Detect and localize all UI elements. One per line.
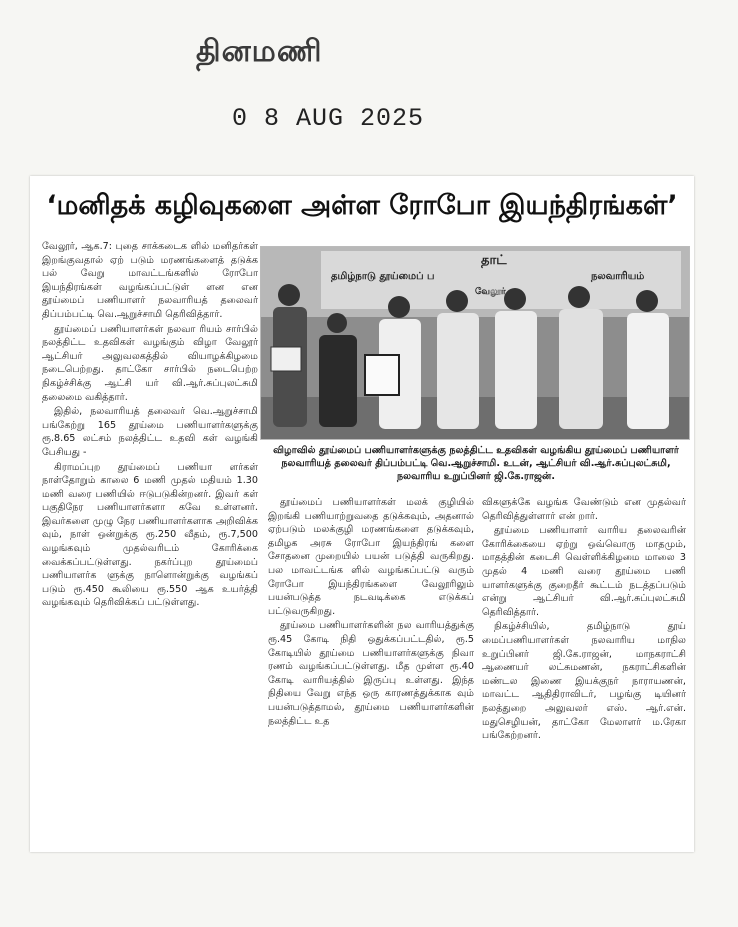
paragraph: கிராமப்புற தூய்மைப் பணியா ளர்கள் நாள்தோறும் காலை 6 மணி முதல் மதியம் 1.30 மணி வரை பணியில் ஈடுபடுகின்றனர். இவர் கள் பகுதிநேர பணியாளர்களா கவே உள்ளனர். இவர்களை முழு நேர பணியாளர்களாக அறிவிக்க வும், நாள் ஒன்றுக்கு ரூ.250 வீதம், ரூ.7,500 வழங்கவும் முதல்வரிடம் கோரிக்கை வைக்கப்பட்டுள்ளது. நகர்ப்புற தூய்மைப் பணியாளர்க ளுக்கு நாளொன்றுக்கு வழங்கப் படும் ரூ.450 கூலியை ரூ.550 ஆக உயர்த்தி வழங்கவும் தெரிவிக்கப் பட்டுள்ளது. bbox=[42, 461, 258, 609]
article-column-1 bbox=[42, 240, 258, 611]
clipping-date: 0 8 AUG 2025 bbox=[232, 104, 425, 133]
banner-text-place: வேலூர் bbox=[475, 287, 506, 297]
paragraph: தூய்மை பணியாளர் வாரிய தலைவரின் கோரிக்கையை ஏற்று ஒவ்வொரு மாதமும், மாதத்தின் கடைசி வெள்ளிக்கிழமை மாலை 3 முதல் 4 மணி வரை தூய்மை பணி யாளர்களுக்கு குறைதீர் கூட்டம் நடத்தப்படும் என்று ஆட்சியர் வி.ஆர்.சுப்புலட்சுமி தெரிவித்தார். bbox=[482, 525, 686, 618]
article-headline: ‘மனிதக் கழிவுகளை அள்ள ரோபோ இயந்திரங்கள்’ bbox=[46, 190, 678, 221]
paragraph: வேலூர், ஆக.7: புதை சாக்கடைக ளில் மனிதர்கள் இறங்குவதால் ஏற் படும் மரணங்களைத் தடுக்க பல் வேறு மாவட்டங்களில் ரோபோ இயந்திரங்கள் வழங்கப்பட்டுள் ளன என தூய்மைப் பணியாளர் நலவாரியத் தலைவர் திப்பம்பட்டி வெ.ஆறுச்சாமி தெரிவித்தார். bbox=[42, 241, 258, 320]
paragraph: தூய்மைப் பணியாளர்கள் நலவா ரியம் சார்பில் நலத்திட்ட உதவிகள் வழங்கும் விழா வேலூர் ஆட்சியர் அலுவலகத்தில் வியாழக்கிழமை நடைபெற்றது. தாட்கோ சார்பில் நடைபெற்ற நிகழ்ச்சிக்கு ஆட்சி யர் வி.ஆர்.சுப்புலட்சுமி தலைமை வகித்தார். bbox=[42, 323, 258, 403]
paragraph: தூய்மை பணியாளர்களின் நல வாரியத்துக்கு ரூ.45 கோடி நிதி ஒதுக்கப்பட்டதில், ரூ.5 கோடியில் தூய்மை பணியாளர்களுக்கு நிவா ரணம் வழங்கப்பட்டுள்ளது. மீத முள்ள ரூ.40 கோடி வாரியத்தில் இருப்பு உள்ளது. இந்த நிதியை வேறு எந்த ஒரு காரணத்துக்காக வும் பயன்படுத்தாமல், தூய்மை பணியாளர்களின் நலத்திட்ட உத bbox=[268, 620, 474, 727]
banner-text-top: தாட் bbox=[481, 253, 507, 268]
paragraph: இதில், நலவாரியத் தலைவர் வெ.ஆறுச்சாமி பங்கேற்று 165 தூய்மை பணியாளர்களுக்கு ரூ.8.65 லட்சம் நலத்திட்ட உதவி கள் வழங்கி பேசியது - bbox=[42, 406, 258, 458]
newspaper-masthead: தினமணி bbox=[196, 34, 323, 69]
news-clipping bbox=[30, 176, 694, 852]
article-column-3 bbox=[482, 496, 686, 744]
event-photo bbox=[260, 246, 690, 440]
banner-text-left: தமிழ்நாடு தூய்மைப் ப bbox=[331, 271, 435, 282]
paragraph: நிகழ்ச்சியில், தமிழ்நாடு தூய் மைப்பணியாளர்கள் நலவாரிய மாநில உறுப்பினர் ஜி.கே.ராஜன், மாநகராட்சி ஆணையர் லட்சுமணன், நகராட்சிகளின் மண்டல இணை இயக்குநர் நாராயணன், மாவட்ட ஆதிதிராவிடர், பழங்கு டியினர் நலத்துறை அலுவலர் எஸ். ஆர்.என். மதுசெழியன், தாட்கோ மேலாளர் ம.ரேகா பங்கேற்றனர். bbox=[482, 621, 686, 742]
paragraph: தூய்மைப் பணியாளர்கள் மலக் குழியில் இறங்கி பணியாற்றுவதை தடுக்கவும், அதனால் ஏற்படும் மலக்குழி மரணங்களை தடுக்கவும், தமிழக அரசு ரோபோ இயந்திரங் களை சோதனை முறையில் பயன் படுத்தி வருகிறது. பல மாவட்டங்க ளில் வழங்கப்பட்டு வரும் ரோபோ இயந்திரங்களை வேலூரிலும் பயன்படுத்த நடவடிக்கை எடுக்கப் பட்டுவருகிறது. bbox=[268, 497, 474, 617]
photo-caption: விழாவில் தூய்மைப் பணியாளர்களுக்கு நலத்திட்ட உதவிகள் வழங்கிய தூய்மைப் பணியாளர் நலவாரியத் தலைவர் திப்பம்பட்டி வெ.ஆறுச்சாமி. உடன், ஆட்சியர் வி.ஆர்.சுப்புலட்சுமி, நலவாரிய உறுப்பினர் ஜி.கே.ராஜன். bbox=[273, 445, 679, 482]
article-column-2 bbox=[268, 496, 474, 729]
banner-text-right: நலவாரியம் bbox=[591, 271, 645, 282]
paragraph: விகளுக்கே வழங்க வேண்டும் என முதல்வர் தெரிவித்துள்ளார் என் றார். bbox=[482, 497, 686, 522]
